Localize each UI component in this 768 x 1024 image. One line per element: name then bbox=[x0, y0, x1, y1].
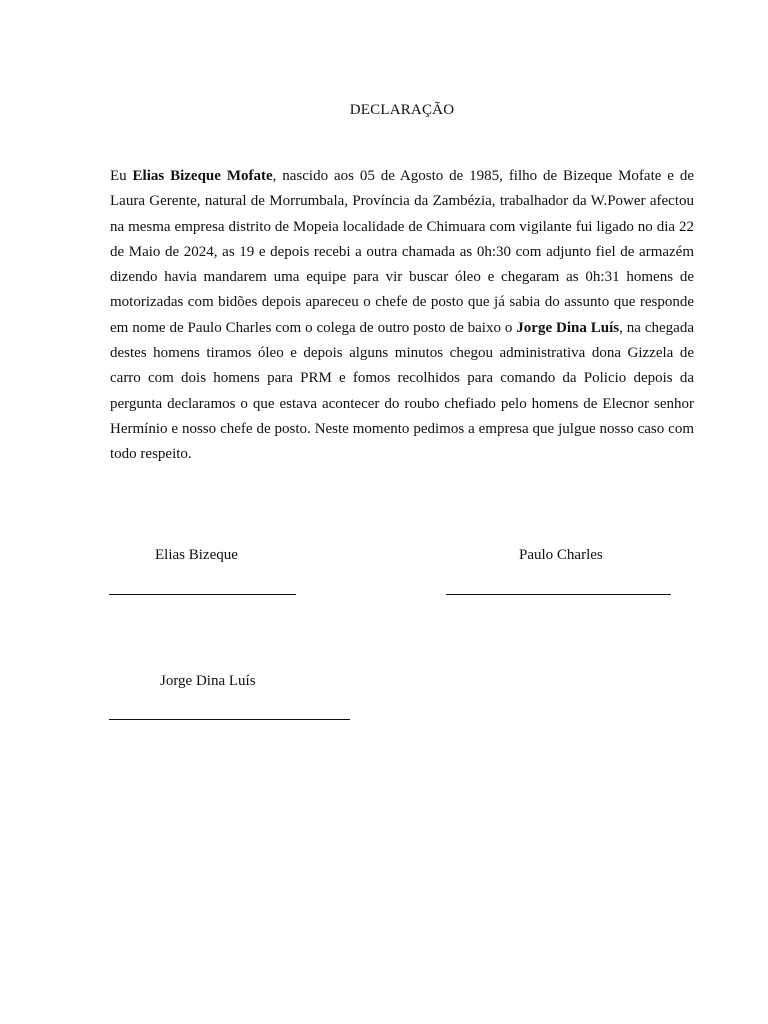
paragraph-body: , nascido aos 05 de Agosto de 1985, filho de Bizeque Mofate e de Laura Gerente, natural de Morrumbala, Província da Zambézia, trabalhador da W.Power afectou na mesma empresa distrito de Mopeia localidade de Chimuara com vigilante fui ligado no dia 22 de Maio de 2024, as 19 e depois recebi a outra chamada as 0h:30 com adjunto fiel de armazém dizendo havia mandarem uma equipe para vir buscar óleo e chegaram as 0h:31 homens de motorizadas com bidões depois apareceu o chefe de posto que já sabia do assunto que responde em nome de Paulo Charles com o colega de outro posto de baixo o bbox=[110, 168, 694, 336]
signature-name-3: Jorge Dina Luís bbox=[160, 673, 256, 689]
paragraph-intro: Eu bbox=[110, 168, 133, 184]
paragraph-conclusion: , na chegada destes homens tiramos óleo e depois alguns minutos chegou administrativa dona Gizzela de carro com dois homens para PRM e fomos recolhidos para comando da Policio depois da pergunta declaramos o que estava acontecer do roubo chefiado pelo homens de Elecnor senhor Hermínio e nosso chefe de posto. Neste momento pedimos a empresa que julgue nosso caso com todo respeito. bbox=[110, 319, 694, 463]
signature-line-2 bbox=[446, 594, 671, 595]
signature-name-2: Paulo Charles bbox=[519, 547, 603, 563]
declaration-paragraph bbox=[110, 164, 694, 468]
colleague-name: Jorge Dina Luís bbox=[516, 319, 620, 336]
declarant-name: Elias Bizeque Mofate bbox=[132, 168, 273, 184]
signature-name-1: Elias Bizeque bbox=[155, 547, 238, 563]
signature-line-3 bbox=[109, 719, 350, 720]
document-title: DECLARAÇÃO bbox=[349, 102, 455, 118]
signature-line-1 bbox=[109, 594, 296, 595]
